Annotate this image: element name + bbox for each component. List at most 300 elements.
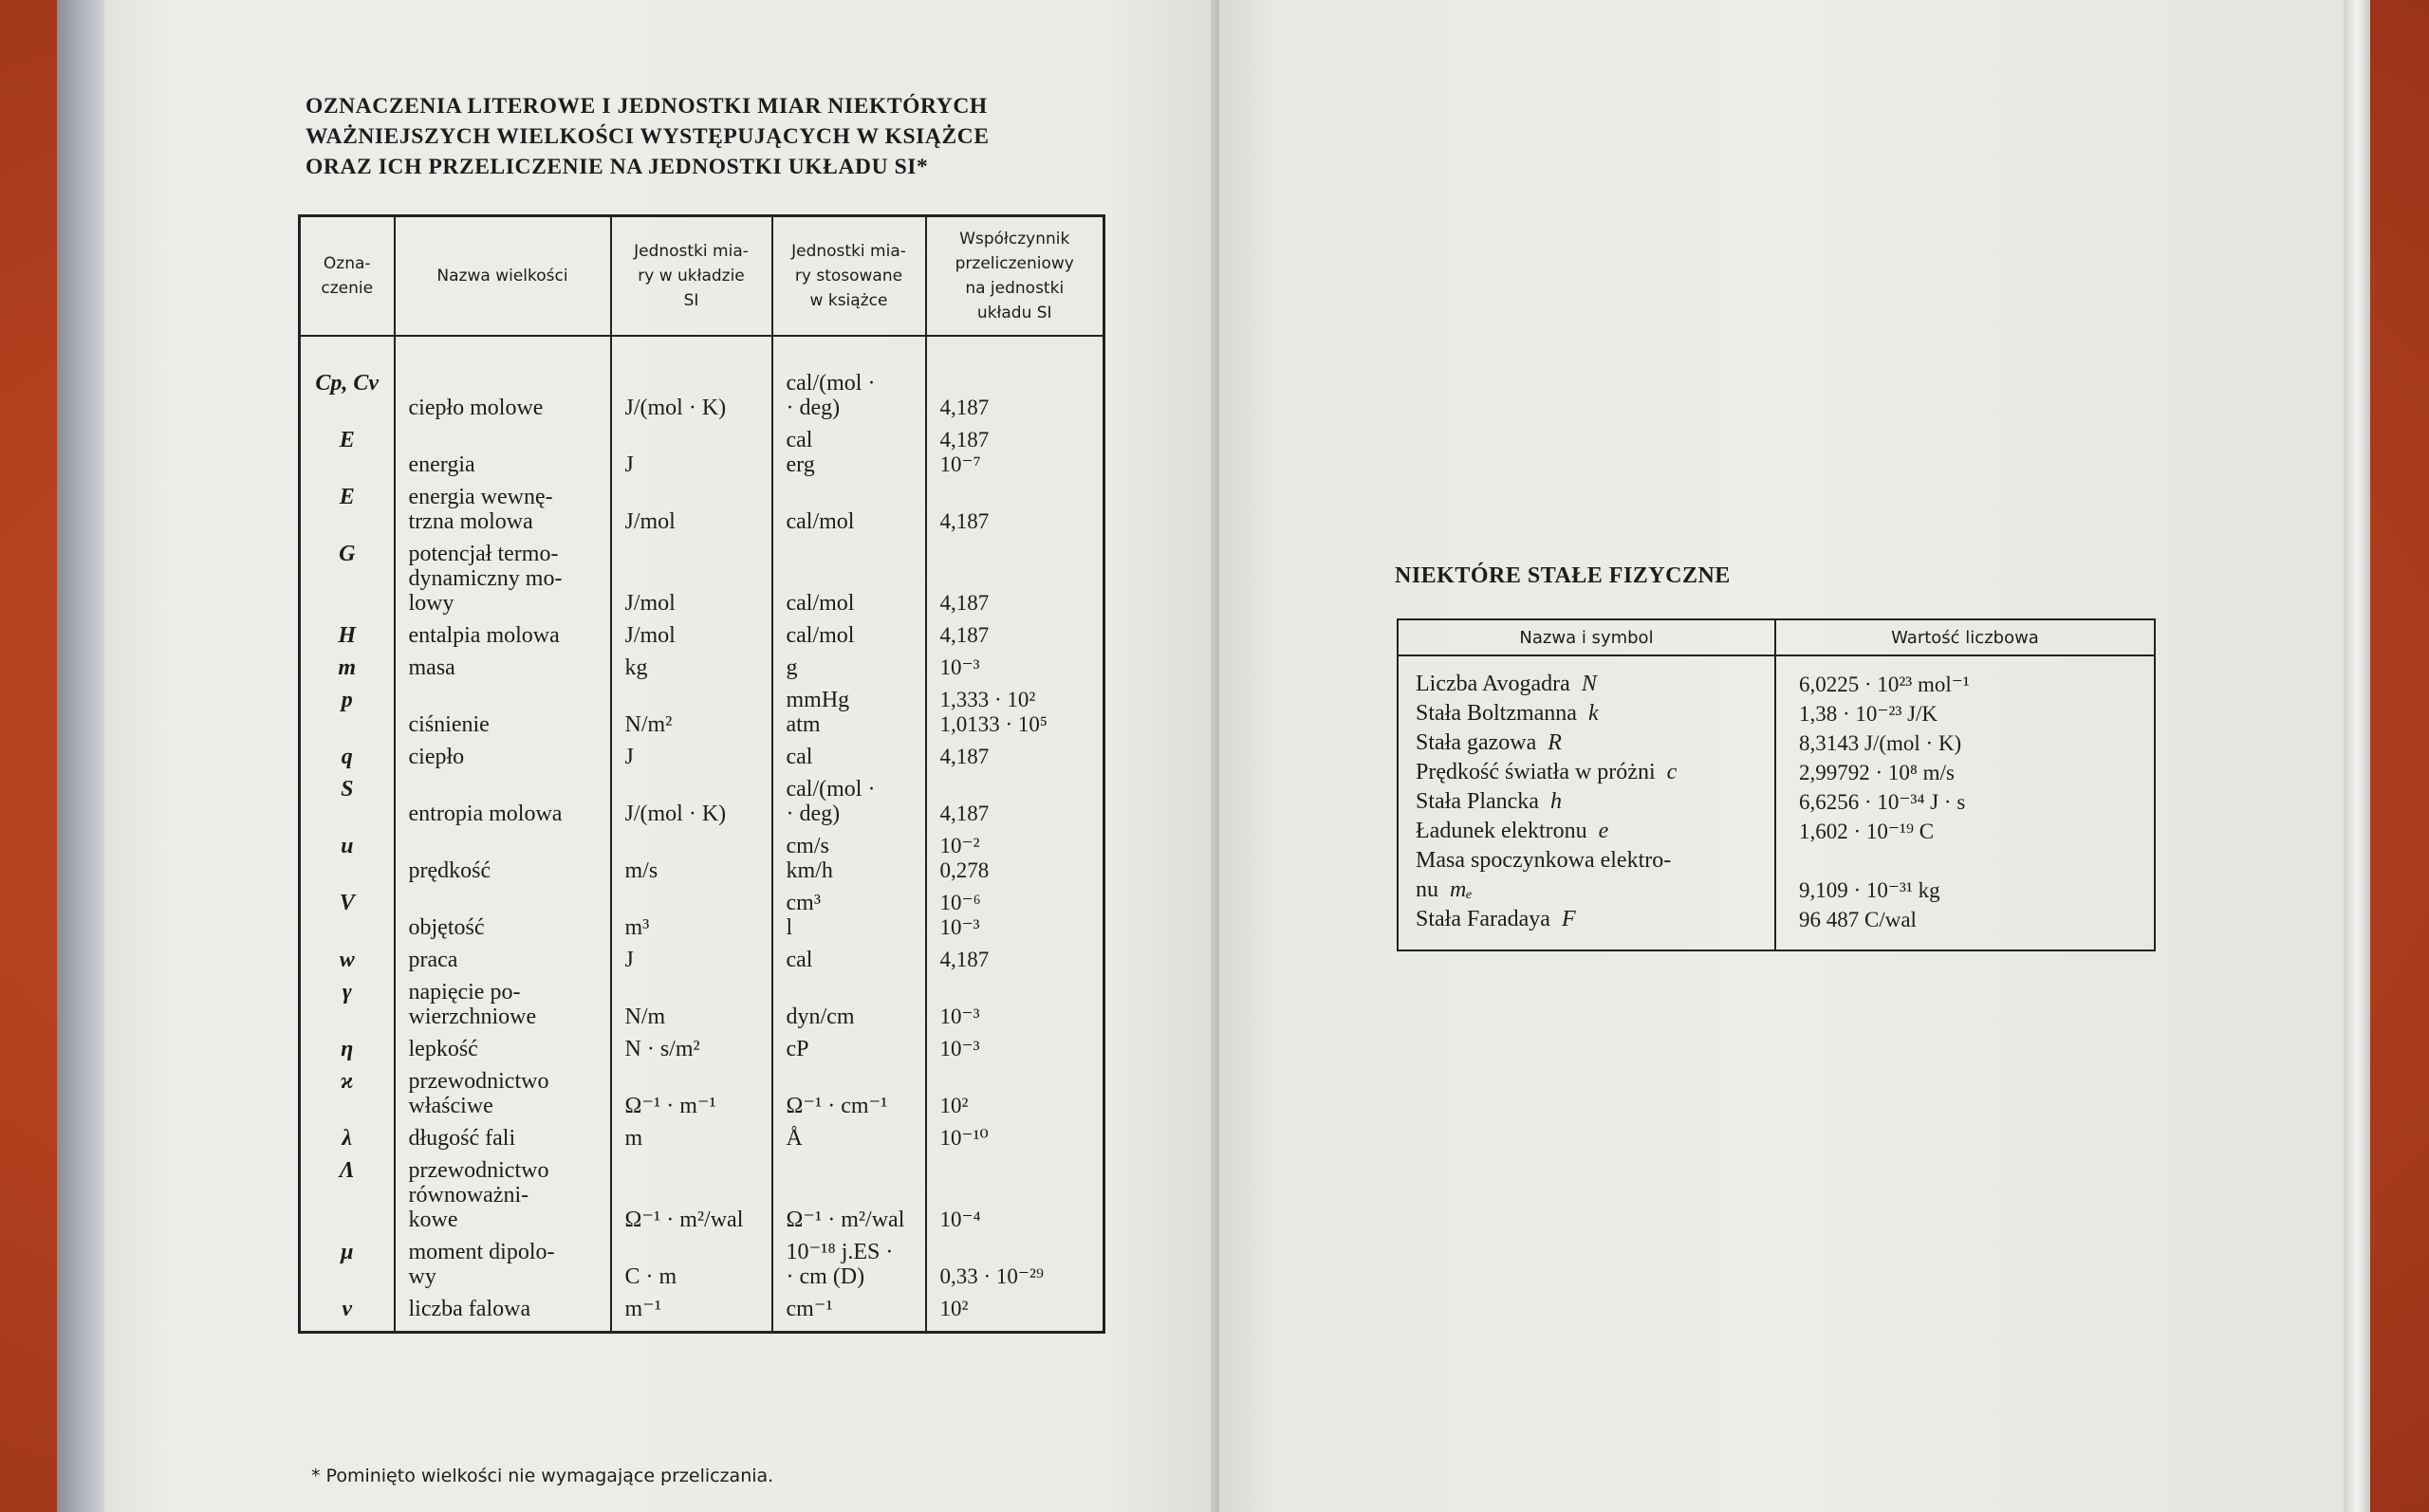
cell-line: 10⁻¹⁸ j.ES ·	[786, 1240, 894, 1264]
cell-line: J	[624, 452, 634, 477]
conversion-factor-cell	[926, 773, 1104, 830]
cell-line: km/h	[786, 858, 833, 883]
cell-line: długość fali	[408, 1126, 516, 1151]
constant-row	[1398, 655, 2155, 699]
constant-symbol: N	[1581, 672, 1597, 696]
cell-line	[1416, 846, 1761, 876]
cell-line: cm⁻¹	[786, 1297, 833, 1321]
si-unit-cell	[611, 424, 772, 481]
title-line: ORAZ ICH PRZELICZENIE NA JEDNOSTKI UKŁADU SI*	[306, 155, 929, 179]
binding-edge	[57, 0, 109, 1512]
table-row	[300, 652, 1104, 684]
cell-line: J/mol	[624, 509, 676, 534]
constant-value: 8,3143 J/(mol · K)	[1799, 731, 1962, 755]
column-header	[300, 216, 395, 337]
constant-name: Ładunek elektronu	[1416, 819, 1587, 843]
constant-row	[1398, 905, 2155, 950]
constant-name: Prędkość światła w próżni	[1416, 760, 1656, 784]
conversion-factor-cell	[926, 619, 1104, 652]
conversion-factor-cell	[926, 481, 1104, 538]
cell-line: ciepło	[408, 745, 465, 769]
quantity-name-cell	[395, 976, 611, 1033]
table-row	[300, 1154, 1104, 1236]
constant-value-cell	[1775, 655, 2155, 699]
symbol-cell: μ	[300, 1236, 395, 1293]
si-unit-cell	[611, 944, 772, 976]
si-unit-cell	[611, 367, 772, 424]
constant-symbol: e	[1598, 819, 1609, 843]
si-unit-cell	[611, 741, 772, 773]
book-unit-cell	[772, 1236, 926, 1293]
constant-value-cell	[1775, 846, 2155, 905]
book-unit-cell	[772, 944, 926, 976]
cell-line	[1416, 817, 1761, 846]
cell-line: przewodnictwo	[408, 1158, 549, 1183]
cell-line: · deg)	[786, 396, 841, 420]
constant-value-cell	[1775, 817, 2155, 846]
symbol-cell: w	[300, 944, 395, 976]
conversion-factor-cell	[926, 367, 1104, 424]
cell-line: 10⁻³	[939, 1037, 980, 1060]
column-header	[926, 216, 1104, 337]
cell-line: J/(mol · K)	[624, 802, 727, 826]
conversion-factor-cell	[926, 976, 1104, 1033]
cell-line: 10⁻⁷	[939, 452, 981, 476]
symbol-cell: G	[300, 538, 395, 619]
title-line: WAŻNIEJSZYCH WIELKOŚCI WYSTĘPUJĄCYCH W KSIĄŻCE	[306, 124, 990, 149]
book-unit-cell	[772, 652, 926, 684]
symbol-cell: Cp, Cv	[300, 367, 395, 424]
quantity-name-cell	[395, 773, 611, 830]
book-unit-cell	[772, 481, 926, 538]
constant-name-cell	[1398, 728, 1775, 758]
cell-line	[1416, 728, 1761, 758]
cell-line: kowe	[408, 1208, 458, 1232]
column-header: Wartość liczbowa	[1775, 619, 2155, 655]
cell-line: entropia molowa	[408, 802, 563, 826]
si-unit-cell	[611, 1065, 772, 1122]
cell-line	[1416, 670, 1761, 699]
table-row	[300, 1293, 1104, 1333]
cell-line: trzna molowa	[408, 509, 533, 534]
quantity-name-cell	[395, 887, 611, 944]
cell-line: m/s	[624, 858, 658, 883]
symbol-cell: η	[300, 1033, 395, 1065]
quantity-name-cell	[395, 684, 611, 741]
cell-line: objętość	[408, 915, 485, 940]
si-unit-cell	[611, 1154, 772, 1236]
constant-value: 6,6256 · 10⁻³⁴ J · s	[1799, 790, 1966, 814]
conversion-factor-cell	[926, 538, 1104, 619]
cell-line: potencjał termo-	[408, 542, 559, 566]
book-unit-cell	[772, 976, 926, 1033]
cell-line: · cm (D)	[786, 1264, 865, 1289]
cell-line: dynamiczny mo-	[408, 566, 563, 591]
cell-line	[1416, 876, 1761, 905]
cell-line: 4,187	[939, 623, 990, 647]
cell-line: 4,187	[939, 591, 990, 615]
symbol-cell: γ	[300, 976, 395, 1033]
conversion-factor-cell	[926, 741, 1104, 773]
constant-name: Stała gazowa	[1416, 730, 1537, 755]
column-header: Nazwa i symbol	[1398, 619, 1775, 655]
column-header	[611, 216, 772, 337]
constant-name: Stała Boltzmanna	[1416, 701, 1577, 726]
cell-line: J	[624, 745, 634, 769]
cell-line: cal/(mol ·	[786, 371, 876, 396]
constant-value-cell	[1775, 758, 2155, 787]
constant-row	[1398, 846, 2155, 905]
cell-line: układu SI	[976, 304, 1052, 323]
book-unit-cell	[772, 1122, 926, 1154]
constant-symbol: F	[1561, 907, 1576, 931]
constants-table-header	[1398, 619, 2155, 655]
si-unit-cell	[611, 652, 772, 684]
cell-line: cm³	[786, 891, 822, 915]
cell-line: Å	[786, 1126, 803, 1151]
table-row	[300, 481, 1104, 538]
cell-line: czenie	[321, 279, 374, 298]
cell-line: J/(mol · K)	[624, 396, 727, 420]
si-unit-cell	[611, 1236, 772, 1293]
constant-value: 2,99792 · 10⁸ m/s	[1799, 761, 1955, 784]
book-unit-cell	[772, 773, 926, 830]
book-unit-cell	[772, 1293, 926, 1333]
constant-row	[1398, 787, 2155, 817]
cell-line: wy	[408, 1264, 436, 1289]
quantity-name-cell	[395, 1154, 611, 1236]
spacer-cell	[926, 336, 1104, 367]
cell-line: cP	[786, 1037, 809, 1061]
constants-table-body	[1398, 655, 2155, 950]
cell-line: Nazwa wielkości	[436, 267, 568, 286]
cell-line: 10⁻³	[939, 915, 980, 939]
si-unit-cell	[611, 1293, 772, 1333]
cell-line: przewodnictwo	[408, 1069, 549, 1094]
cell-line: C · m	[624, 1264, 677, 1289]
symbol-cell: q	[300, 741, 395, 773]
cell-line: cal/mol	[786, 509, 855, 534]
units-table-header	[300, 216, 1104, 337]
conversion-factor-cell	[926, 684, 1104, 741]
cell-line: 10²	[939, 1297, 969, 1320]
constant-symbol: h	[1549, 789, 1562, 814]
book-unit-cell	[772, 424, 926, 481]
cell-line: energia	[408, 452, 475, 477]
cell-line: cal	[786, 948, 813, 972]
constant-name-cell	[1398, 787, 1775, 817]
quantity-name-cell	[395, 830, 611, 887]
cell-line: J/mol	[624, 591, 676, 616]
conversion-factor-cell	[926, 830, 1104, 887]
cell-line: dyn/cm	[786, 1005, 855, 1029]
cell-line: 4,187	[939, 509, 990, 533]
cell-line: na jednostki	[965, 279, 1065, 298]
constant-value: 96 487 C/wal	[1799, 908, 1917, 931]
si-unit-cell	[611, 830, 772, 887]
cell-line: 1,333 · 10²	[939, 688, 1036, 711]
si-unit-cell	[611, 773, 772, 830]
conversion-factor-cell	[926, 944, 1104, 976]
si-unit-cell	[611, 481, 772, 538]
constants-title: NIEKTÓRE STAŁE FIZYCZNE	[1395, 563, 1731, 588]
quantity-name-cell	[395, 367, 611, 424]
table-row	[300, 944, 1104, 976]
constant-symbol: R	[1548, 730, 1562, 755]
symbol-cell: u	[300, 830, 395, 887]
symbol-cell: S	[300, 773, 395, 830]
constant-row	[1398, 817, 2155, 846]
book-unit-cell	[772, 1033, 926, 1065]
cell-line: prędkość	[408, 858, 491, 883]
si-unit-cell	[611, 538, 772, 619]
quantity-name-cell	[395, 1065, 611, 1122]
cell-line: 10⁻³	[939, 1005, 980, 1028]
constant-value-cell	[1775, 905, 2155, 950]
symbol-cell: p	[300, 684, 395, 741]
book-unit-cell	[772, 741, 926, 773]
constant-name-cell	[1398, 846, 1775, 905]
spacer-row	[300, 336, 1104, 367]
table-row	[300, 976, 1104, 1033]
page-edge	[2344, 0, 2370, 1512]
cell-line: napięcie po-	[408, 980, 521, 1005]
constant-name: Liczba Avogadra	[1416, 672, 1570, 696]
cell-line: 10⁻²	[939, 834, 980, 857]
book-unit-cell	[772, 684, 926, 741]
cell-line: praca	[408, 948, 458, 972]
cell-line: Ω⁻¹ · m²/wal	[624, 1208, 744, 1232]
cell-line: 4,187	[939, 428, 990, 452]
constant-name: Stała Faradaya	[1416, 907, 1550, 931]
conversion-factor-cell	[926, 652, 1104, 684]
cell-line: m	[624, 1126, 643, 1151]
constant-value-cell	[1775, 728, 2155, 758]
cell-line: 10²	[939, 1094, 969, 1117]
constant-symbol: c	[1666, 760, 1678, 784]
constants-table	[1397, 618, 2156, 951]
cell-line: moment dipolo-	[408, 1240, 555, 1264]
table-row	[300, 773, 1104, 830]
quantity-name-cell	[395, 944, 611, 976]
cell-line: erg	[786, 452, 815, 477]
cell-line: 10⁻⁶	[939, 891, 981, 914]
cell-line: w książce	[809, 291, 888, 310]
cell-line: N/m	[624, 1005, 666, 1029]
quantity-name-cell	[395, 619, 611, 652]
symbol-cell: λ	[300, 1122, 395, 1154]
cell-line	[1416, 699, 1761, 728]
cell-line: 0,33 · 10⁻²⁹	[939, 1264, 1044, 1288]
cell-line: równoważni-	[408, 1183, 529, 1208]
cell-line: ciepło molowe	[408, 396, 544, 420]
symbol-cell: V	[300, 887, 395, 944]
book-unit-cell	[772, 1065, 926, 1122]
quantity-name-cell	[395, 538, 611, 619]
column-header	[772, 216, 926, 337]
cell-line: Jednostki mia-	[791, 242, 906, 261]
book-unit-cell	[772, 619, 926, 652]
conversion-factor-cell	[926, 1122, 1104, 1154]
table-row	[300, 619, 1104, 652]
cell-line: cal	[786, 428, 813, 452]
cell-line: Jednostki mia-	[634, 242, 749, 261]
symbol-cell: E	[300, 481, 395, 538]
constant-symbol: k	[1587, 701, 1599, 726]
constant-value: 1,602 · 10⁻¹⁹ C	[1799, 820, 1935, 843]
book-unit-cell	[772, 830, 926, 887]
constant-name-cell	[1398, 905, 1775, 950]
quantity-name-cell	[395, 1122, 611, 1154]
cell-line: 1,0133 · 10⁵	[939, 712, 1048, 736]
constant-name: Stała Plancka	[1416, 789, 1539, 814]
quantity-name-cell	[395, 652, 611, 684]
cell-line: energia wewnę-	[408, 485, 553, 509]
si-unit-cell	[611, 976, 772, 1033]
si-unit-cell	[611, 1033, 772, 1065]
cell-line: ry stosowane	[794, 267, 903, 286]
constant-name-cell	[1398, 655, 1775, 699]
cell-line: N · s/m²	[624, 1037, 700, 1061]
si-unit-cell	[611, 887, 772, 944]
cell-line: N/m²	[624, 712, 673, 737]
cell-line: l	[786, 915, 793, 940]
cell-line: Ω⁻¹ · m⁻¹	[624, 1094, 716, 1118]
symbol-cell: ν	[300, 1293, 395, 1333]
cell-line: 4,187	[939, 745, 990, 768]
cell-line: liczba falowa	[408, 1297, 531, 1321]
cell-line: wierzchniowe	[408, 1005, 537, 1029]
spacer-cell	[611, 336, 772, 367]
book-unit-cell	[772, 367, 926, 424]
title-line: OZNACZENIA LITEROWE I JEDNOSTKI MIAR NIEKTÓRYCH	[306, 94, 988, 119]
constant-value-cell	[1775, 787, 2155, 817]
cell-line: g	[786, 655, 798, 680]
cell-line: ciśnienie	[408, 712, 490, 737]
cell-line: Ω⁻¹ · m²/wal	[786, 1208, 905, 1232]
cell-line: cm/s	[786, 834, 829, 858]
conversion-factor-cell	[926, 1236, 1104, 1293]
cell-line: 10⁻¹⁰	[939, 1126, 989, 1150]
constant-value-cell	[1775, 699, 2155, 728]
quantity-name-cell	[395, 1236, 611, 1293]
cell-line: J	[624, 948, 634, 972]
constant-value: 9,109 · 10⁻³¹ kg	[1799, 878, 1940, 902]
units-table-title	[306, 91, 1093, 182]
cell-line: cal	[786, 745, 813, 769]
symbol-cell: E	[300, 424, 395, 481]
table-row	[300, 830, 1104, 887]
table-row	[300, 424, 1104, 481]
si-unit-cell	[611, 619, 772, 652]
constant-value: 6,0225 · 10²³ mol⁻¹	[1799, 673, 1970, 696]
table-row	[300, 1122, 1104, 1154]
spacer-cell	[300, 336, 395, 367]
conversion-factor-cell	[926, 1033, 1104, 1065]
cell-line: lowy	[408, 591, 454, 616]
spacer-cell	[772, 336, 926, 367]
cell-line: SI	[683, 291, 699, 310]
cell-line: m⁻¹	[624, 1297, 662, 1321]
cell-line	[1416, 758, 1761, 787]
conversion-factor-cell	[926, 1293, 1104, 1333]
cell-line: 0,278	[939, 858, 990, 882]
cell-line	[1416, 787, 1761, 817]
cell-line: cal/mol	[786, 623, 855, 648]
cell-line: J/mol	[624, 623, 676, 648]
cell-line: Ω⁻¹ · cm⁻¹	[786, 1094, 888, 1118]
conversion-factor-cell	[926, 1154, 1104, 1236]
conversion-factor-cell	[926, 424, 1104, 481]
cell-line: mmHg	[786, 688, 850, 712]
book-unit-cell	[772, 887, 926, 944]
cell-line: Współczynnik	[959, 230, 1070, 249]
si-unit-cell	[611, 1122, 772, 1154]
constant-name-cell	[1398, 817, 1775, 846]
table-row	[300, 367, 1104, 424]
cell-line: Ozna-	[323, 254, 371, 273]
constant-value: 1,38 · 10⁻²³ J/K	[1799, 702, 1938, 726]
cell-line: 4,187	[939, 948, 990, 971]
cell-line: · deg)	[786, 802, 841, 826]
constant-name: nu	[1416, 877, 1438, 902]
constant-name: Masa spoczynkowa elektro-	[1416, 848, 1672, 873]
conversion-factor-cell	[926, 887, 1104, 944]
footnote: * Pominięto wielkości nie wymagające przeliczania.	[311, 1466, 774, 1486]
cell-line: entalpia molowa	[408, 623, 560, 648]
cell-line: przeliczeniowy	[955, 254, 1074, 273]
table-row	[300, 684, 1104, 741]
quantity-name-cell	[395, 424, 611, 481]
cell-line: cal/(mol ·	[786, 777, 876, 802]
cell-line	[1416, 905, 1761, 934]
units-table-body	[300, 336, 1104, 1333]
cell-line: 10⁻³	[939, 655, 980, 679]
symbol-cell: H	[300, 619, 395, 652]
symbol-cell: ϰ	[300, 1065, 395, 1122]
table-row	[300, 1236, 1104, 1293]
symbol-cell: Λ	[300, 1154, 395, 1236]
constant-row	[1398, 758, 2155, 787]
cell-line: lepkość	[408, 1037, 478, 1061]
cell-line: masa	[408, 655, 455, 680]
table-row	[300, 538, 1104, 619]
quantity-name-cell	[395, 1033, 611, 1065]
spacer-cell	[395, 336, 611, 367]
book-unit-cell	[772, 538, 926, 619]
cell-line: kg	[624, 655, 648, 680]
units-table	[298, 214, 1105, 1334]
conversion-factor-cell	[926, 1065, 1104, 1122]
constant-row	[1398, 699, 2155, 728]
book-unit-cell	[772, 1154, 926, 1236]
cell-line: 4,187	[939, 396, 990, 419]
cell-line: m³	[624, 915, 650, 940]
table-row	[300, 1065, 1104, 1122]
quantity-name-cell	[395, 481, 611, 538]
cell-line: właściwe	[408, 1094, 493, 1118]
constant-name-cell	[1398, 699, 1775, 728]
constant-name-cell	[1398, 758, 1775, 787]
table-row	[300, 887, 1104, 944]
cell-line: ry w układzie	[638, 267, 745, 286]
cell-line: 10⁻⁴	[939, 1208, 981, 1231]
symbol-cell: m	[300, 652, 395, 684]
cell-line: 4,187	[939, 802, 990, 825]
constant-row	[1398, 728, 2155, 758]
table-row	[300, 741, 1104, 773]
table-row	[300, 1033, 1104, 1065]
